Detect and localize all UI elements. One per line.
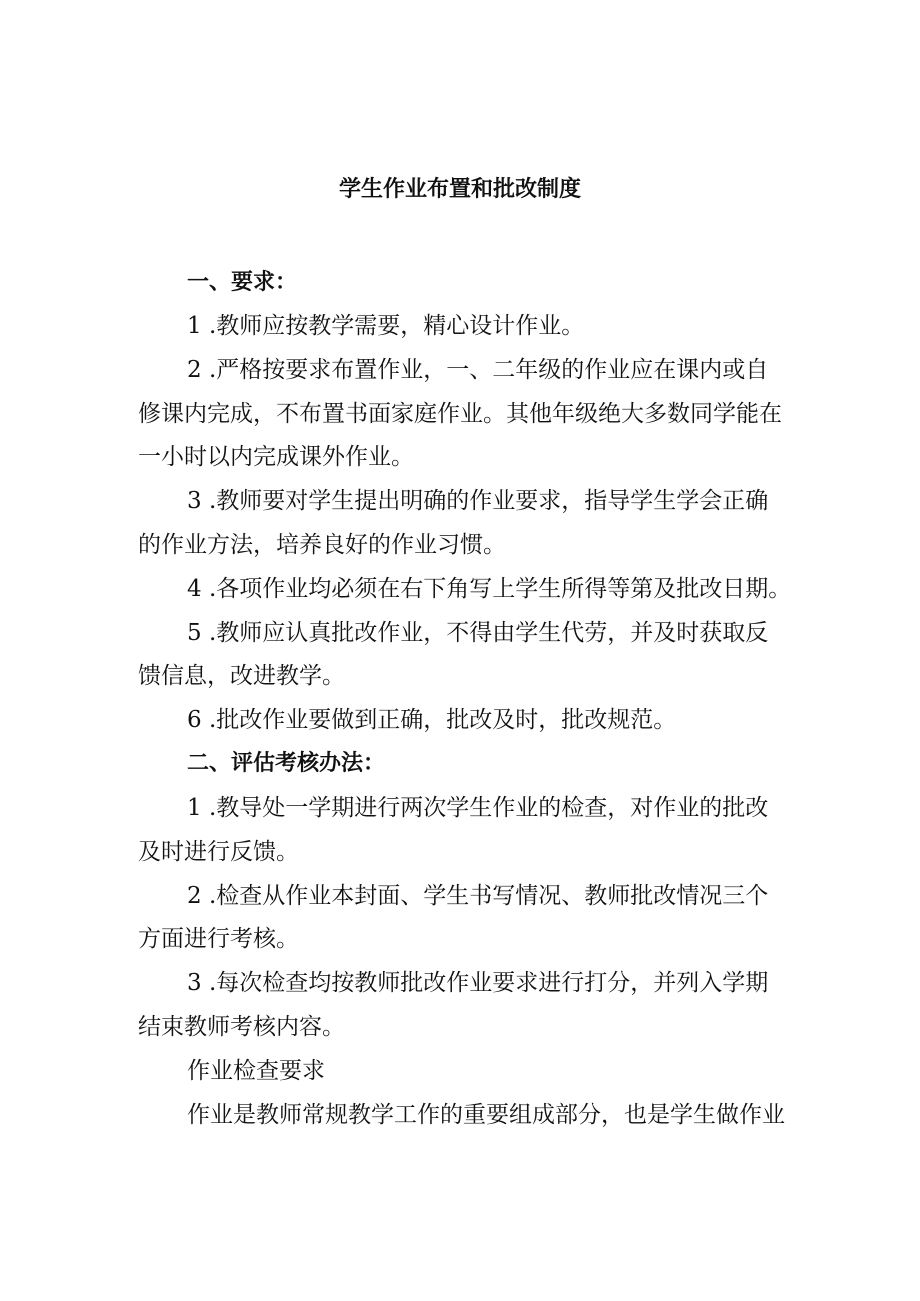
section1-item2-line1: 2 .严格按要求布置作业，一、二年级的作业应在课内或自 xyxy=(187,357,769,383)
section2-item2-line1: 2 .检查从作业本封面、学生书写情况、教师批改情况三个 xyxy=(187,883,769,909)
section2-item2-line2: 方面进行考核。 xyxy=(138,926,299,952)
section2-item1-line2: 及时进行反馈。 xyxy=(138,839,299,865)
section1-item3-line1: 3 .教师要对学生提出明确的作业要求，指导学生学会正确 xyxy=(187,488,769,514)
section1-item2-line2: 修课内完成，不布置书面家庭作业。其他年级绝大多数同学能在 xyxy=(138,401,782,427)
last-paragraph-line1: 作业是教师常规教学工作的重要组成部分，也是学生做作业 xyxy=(187,1102,785,1128)
section1-item6: 6 .批改作业要做到正确，批改及时，批改规范。 xyxy=(187,707,677,733)
section1-item5-line2: 馈信息，改进教学。 xyxy=(138,663,345,689)
section1-item3-line2: 的作业方法，培养良好的作业习惯。 xyxy=(138,532,506,558)
subheading: 作业检查要求 xyxy=(187,1058,325,1084)
section2-item1-line1: 1 .教导处一学期进行两次学生作业的检查，对作业的批改 xyxy=(187,795,769,821)
section1-item2-line3: 一小时以内完成课外作业。 xyxy=(138,444,414,470)
section2-heading: 二、评估考核办法： xyxy=(187,751,386,776)
document-title: 学生作业布置和批改制度 xyxy=(338,177,581,202)
section1-heading: 一、要求： xyxy=(187,270,298,295)
section1-item5-line1: 5 .教师应认真批改作业，不得由学生代劳，并及时获取反 xyxy=(187,620,769,646)
section2-item3-line1: 3 .每次检查均按教师批改作业要求进行打分，并列入学期 xyxy=(187,970,769,996)
section1-item1: 1 .教师应按教学需要，精心设计作业。 xyxy=(187,313,585,339)
section1-item4: 4 .各项作业均必须在右下角写上学生所得等第及批改日期。 xyxy=(187,576,792,602)
section2-item3-line2: 结束教师考核内容。 xyxy=(138,1014,345,1040)
